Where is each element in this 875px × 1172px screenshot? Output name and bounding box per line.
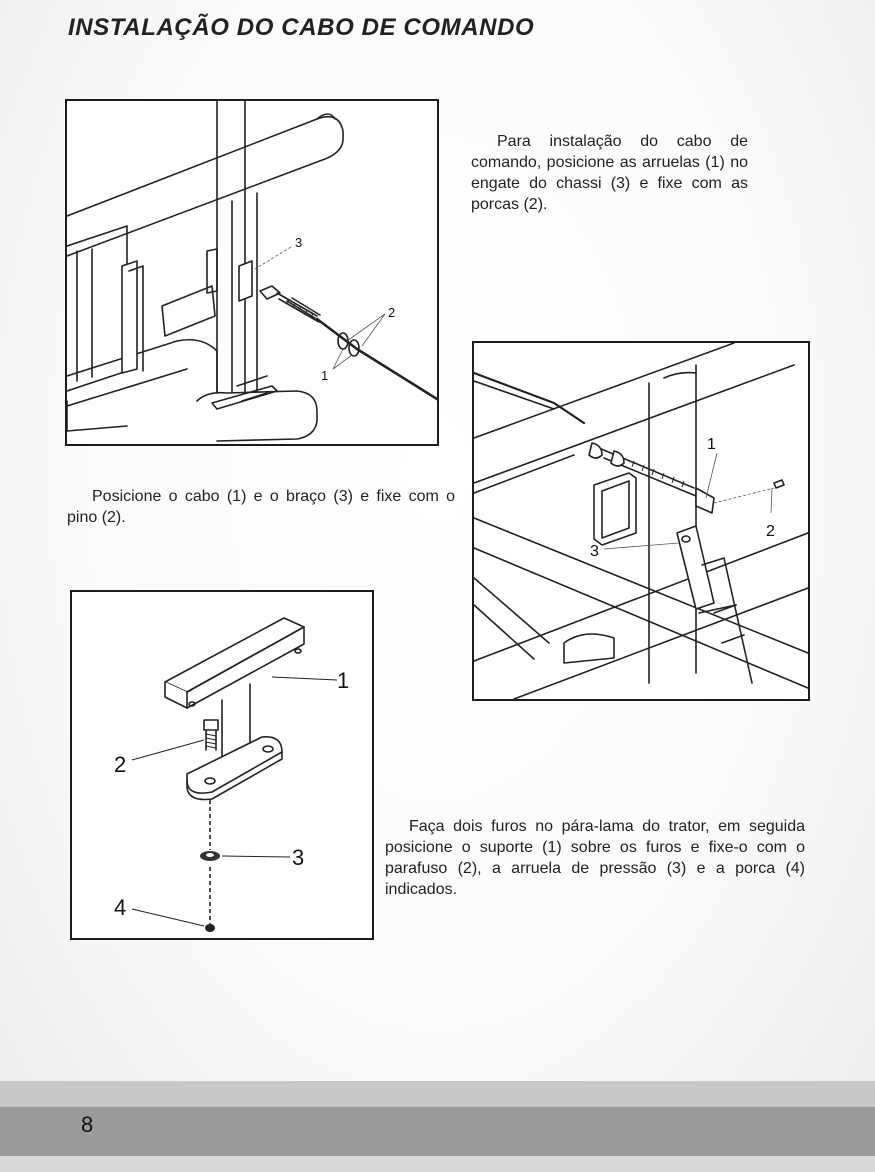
fig1-label-1: 1 (321, 368, 329, 383)
page-number: 8 (81, 1112, 94, 1137)
instruction-text-cable-arm: Posicione o cabo (1) e o braço (3) e fixe com o pino (2). (67, 488, 455, 526)
cable-arm-drawing (474, 343, 808, 699)
cable-hitch-drawing (67, 101, 437, 444)
instruction-text-cable-hitch: Para instalação do cabo de comando, posicione as arruelas (1) no engate do chassi (3) e fixe com as porcas (2). (471, 133, 748, 213)
footer-band-bottom (0, 1156, 875, 1172)
figure-cable-arm (472, 341, 810, 701)
fig3-label-3: 3 (292, 845, 305, 870)
figure-support-bracket (70, 590, 374, 940)
fig3-label-4: 4 (114, 895, 127, 920)
footer-band-dark (0, 1107, 875, 1156)
fig2-label-3: 3 (590, 543, 599, 560)
fig2-label-2: 2 (766, 523, 775, 540)
fig2-label-1: 1 (707, 436, 716, 453)
fig1-label-3: 3 (295, 235, 303, 250)
fig1-label-2: 2 (388, 305, 396, 320)
support-bracket-drawing (72, 592, 372, 938)
fig3-label-1: 1 (337, 668, 350, 693)
instruction-text-support-bracket: Faça dois furos no pára-lama do trator, em seguida posicione o suporte (1) sobre os furos e fixe-o com o parafuso (2), a arruela de pressão (3) e a porca (4) indicados. (385, 818, 805, 898)
page-title: INSTALAÇÃO DO CABO DE COMANDO (68, 14, 535, 41)
footer-band-light (0, 1081, 875, 1107)
fig3-label-2: 2 (114, 752, 127, 777)
figure-cable-hitch (65, 99, 439, 446)
